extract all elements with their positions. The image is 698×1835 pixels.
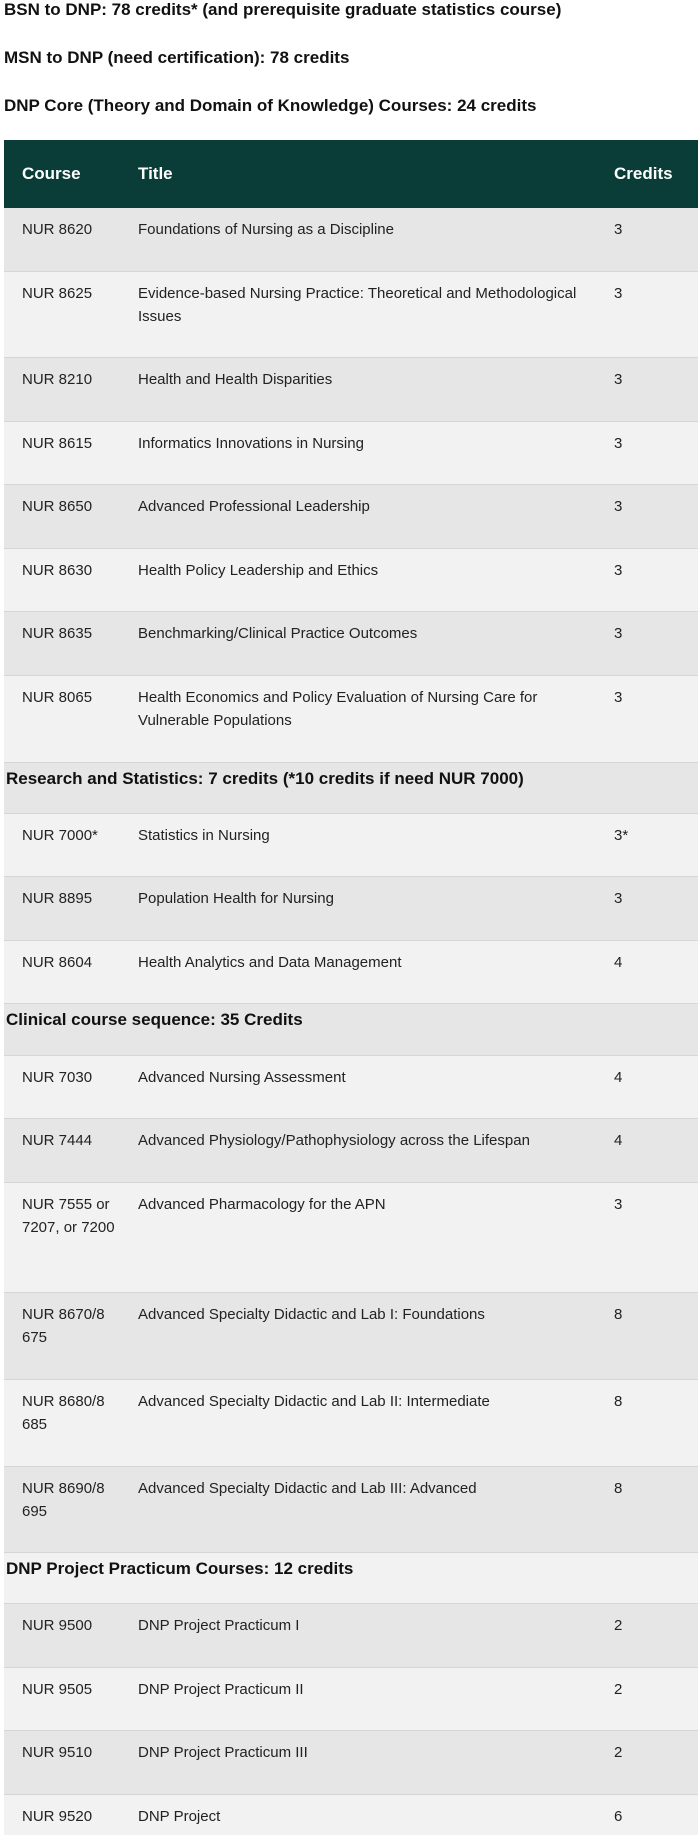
course-credits: 2 bbox=[614, 1681, 623, 1698]
course-title: Health Analytics and Data Management bbox=[138, 954, 402, 971]
course-title: Evidence-based Nursing Practice: Theoretical and Methodological Issues bbox=[138, 285, 577, 325]
table-row bbox=[4, 1731, 698, 1795]
course-code: NUR 8650 bbox=[22, 498, 93, 515]
course-title: DNP Project Practicum III bbox=[138, 1744, 308, 1761]
course-credits: 8 bbox=[614, 1306, 623, 1323]
course-credits: 3 bbox=[614, 221, 623, 238]
table-header bbox=[4, 140, 698, 208]
research-heading: Research and Statistics: 7 credits (*10 credits if need NUR 7000) bbox=[4, 763, 698, 814]
practicum-heading: DNP Project Practicum Courses: 12 credits bbox=[4, 1553, 698, 1604]
course-title: Advanced Specialty Didactic and Lab I: Foundations bbox=[138, 1306, 485, 1323]
course-credits: 4 bbox=[614, 1132, 623, 1149]
course-code: NUR 8615 bbox=[22, 435, 93, 452]
course-title: DNP Project bbox=[138, 1808, 221, 1825]
course-credits: 3 bbox=[614, 435, 623, 452]
course-code: NUR 8625 bbox=[22, 285, 93, 302]
table-row bbox=[4, 1795, 698, 1835]
course-title: Benchmarking/Clinical Practice Outcomes bbox=[138, 625, 418, 642]
course-title: Advanced Nursing Assessment bbox=[138, 1069, 346, 1086]
table-row bbox=[4, 814, 698, 877]
course-title: DNP Project Practicum II bbox=[138, 1681, 304, 1698]
table-row bbox=[4, 941, 698, 1004]
course-title: Advanced Pharmacology for the APN bbox=[138, 1196, 386, 1213]
table-row bbox=[4, 1604, 698, 1668]
course-credits: 3* bbox=[614, 827, 629, 844]
table-row bbox=[4, 272, 698, 358]
table-row bbox=[4, 1668, 698, 1731]
table-row bbox=[4, 549, 698, 612]
table-row bbox=[4, 358, 698, 422]
course-code: NUR 8895 bbox=[22, 890, 93, 907]
table-row bbox=[4, 877, 698, 941]
course-title: Advanced Specialty Didactic and Lab III: Advanced bbox=[138, 1480, 477, 1497]
course-title: Informatics Innovations in Nursing bbox=[138, 435, 364, 452]
course-title: Advanced Professional Leadership bbox=[138, 498, 370, 515]
course-credits: 3 bbox=[614, 1196, 623, 1213]
course-credits: 3 bbox=[614, 285, 623, 302]
course-title: Advanced Physiology/Pathophysiology across the Lifespan bbox=[138, 1132, 530, 1149]
course-table bbox=[4, 140, 698, 1835]
course-credits: 2 bbox=[614, 1744, 623, 1761]
course-title: Foundations of Nursing as a Discipline bbox=[138, 221, 394, 238]
course-code: NUR 9510 bbox=[22, 1744, 93, 1761]
course-title: DNP Project Practicum I bbox=[138, 1617, 300, 1634]
course-code: NUR 7000* bbox=[22, 827, 98, 844]
table-row bbox=[4, 1119, 698, 1183]
course-code: NUR 7444 bbox=[22, 1132, 93, 1149]
course-code: NUR 8670/8675 bbox=[22, 1306, 105, 1346]
course-title: Health Economics and Policy Evaluation of Nursing Care for Vulnerable Populations bbox=[138, 689, 538, 729]
course-credits: 3 bbox=[614, 890, 623, 907]
header-credits: Credits bbox=[614, 164, 673, 183]
course-code: NUR 8620 bbox=[22, 221, 93, 238]
course-title: Health and Health Disparities bbox=[138, 371, 333, 388]
course-credits: 3 bbox=[614, 689, 623, 706]
course-credits: 4 bbox=[614, 954, 623, 971]
course-title: Advanced Specialty Didactic and Lab II: Intermediate bbox=[138, 1393, 490, 1410]
table-row bbox=[4, 208, 698, 272]
course-code: NUR 8630 bbox=[22, 562, 93, 579]
course-title: Statistics in Nursing bbox=[138, 827, 270, 844]
course-credits: 8 bbox=[614, 1480, 623, 1497]
msn-to-dnp-credits: MSN to DNP (need certification): 78 credits bbox=[4, 48, 350, 67]
table-row bbox=[4, 676, 698, 763]
course-credits: 3 bbox=[614, 562, 623, 579]
header-course: Course bbox=[22, 164, 81, 183]
course-code: NUR 7030 bbox=[22, 1069, 93, 1086]
course-title: Population Health for Nursing bbox=[138, 890, 334, 907]
course-code: NUR 9500 bbox=[22, 1617, 93, 1634]
course-credits: 3 bbox=[614, 371, 623, 388]
dnp-core-heading: DNP Core (Theory and Domain of Knowledge) Courses: 24 credits bbox=[4, 96, 537, 115]
course-credits: 2 bbox=[614, 1617, 623, 1634]
course-credits: 4 bbox=[614, 1069, 623, 1086]
course-code: NUR 8210 bbox=[22, 371, 93, 388]
course-title: Health Policy Leadership and Ethics bbox=[138, 562, 379, 579]
table-row bbox=[4, 1056, 698, 1119]
clinical-heading: Clinical course sequence: 35 Credits bbox=[4, 1004, 698, 1056]
table-row bbox=[4, 1183, 698, 1293]
course-code: NUR 8604 bbox=[22, 954, 93, 971]
course-code: NUR 9520 bbox=[22, 1808, 93, 1825]
course-code: NUR 8690/8695 bbox=[22, 1480, 105, 1520]
course-credits: 6 bbox=[614, 1808, 623, 1825]
table-row bbox=[4, 422, 698, 485]
course-credits: 8 bbox=[614, 1393, 623, 1410]
table-row bbox=[4, 612, 698, 676]
course-code: NUR 8065 bbox=[22, 689, 93, 706]
bsn-to-dnp-credits: BSN to DNP: 78 credits* (and prerequisite graduate statistics course) bbox=[4, 0, 562, 19]
course-code: NUR 7555 or 7207, or 7200 bbox=[22, 1196, 115, 1236]
course-credits: 3 bbox=[614, 498, 623, 515]
course-code: NUR 9505 bbox=[22, 1681, 93, 1698]
program-summary bbox=[0, 0, 698, 140]
course-credits: 3 bbox=[614, 625, 623, 642]
course-code: NUR 8635 bbox=[22, 625, 93, 642]
course-code: NUR 8680/8685 bbox=[22, 1393, 105, 1433]
header-title: Title bbox=[138, 164, 173, 183]
table-row bbox=[4, 485, 698, 549]
table-row bbox=[4, 1467, 698, 1553]
table-row bbox=[4, 1293, 698, 1380]
table-row bbox=[4, 1380, 698, 1467]
